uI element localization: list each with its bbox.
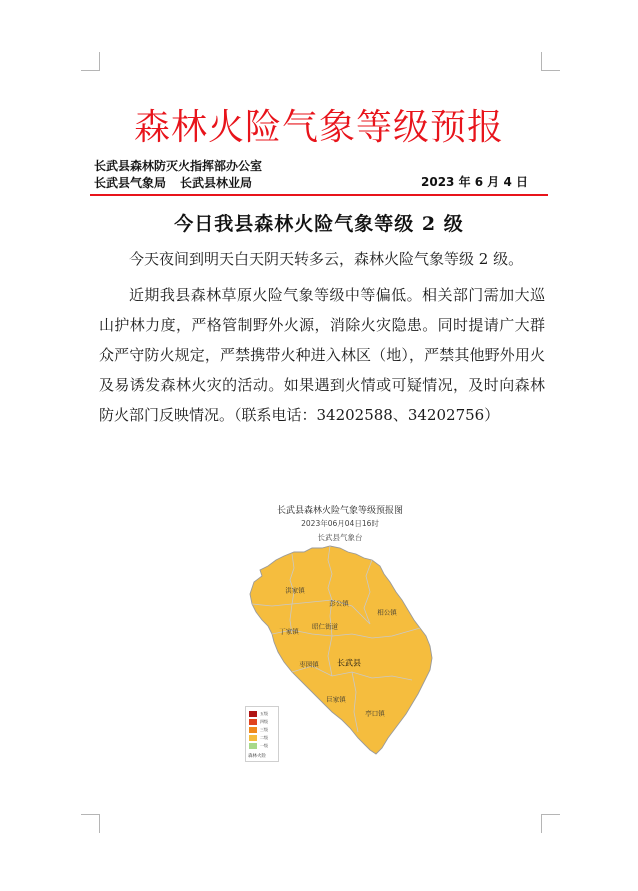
legend-label: 五级 [260,711,268,716]
legend-label: 一级 [260,743,268,748]
map-legend [245,706,279,762]
issuer-block [94,158,262,192]
headline: 今日我县森林火险气象等级 2 级 [174,213,464,235]
legend-swatch [249,743,257,749]
map-title: 长武县森林火险气象等级预报图 [276,506,403,516]
issuer-line-1 [94,158,262,175]
county-seat-label: 长武县 [337,658,361,668]
page-corner-mark-top-left [81,52,100,71]
legend-item [249,735,277,741]
legend-label: 三级 [260,727,268,732]
issuer-meteorological-bureau: 长武县气象局 [94,176,167,190]
legend-swatch [249,711,257,717]
map-issue-time: 2023年06月04日16时 [301,519,379,528]
legend-item [249,727,277,733]
legend-swatch [249,735,257,741]
legend-swatch [249,727,257,733]
town-label: 丁家镇 [279,627,299,636]
town-label: 枣园镇 [299,660,319,669]
page-title: 森林火险气象等级预报 [133,107,504,148]
issuer-line-2 [94,175,262,192]
legend-item [249,743,277,749]
header-divider [90,194,548,196]
legend-swatch [249,719,257,725]
issuer-office: 长武县森林防灭火指挥部办公室 [94,159,263,173]
issuer-forestry-bureau: 长武县林业局 [180,176,253,190]
town-label: 相公镇 [377,608,397,617]
page-corner-mark-top-right [541,52,560,71]
issue-date: 2023 年 6 月 4 日 [421,175,528,189]
legend-label: 二级 [260,735,268,740]
forecast-map [232,496,448,768]
town-label: 洪家镇 [285,586,305,595]
paragraph-forecast: 今天夜间到明天白天阴天转多云，森林火险气象等级 2 级。 [129,250,524,268]
page-corner-mark-bottom-left [81,814,100,833]
legend-item [249,711,277,717]
legend-label: 四级 [260,719,268,724]
body-text [99,244,545,430]
paragraph-advisory: 近期我县森林草原火险气象等级中等偏低。相关部门需加大巡山护林力度，严格管制野外火源，消除火灾隐患。同时提请广大群众严守防火规定，严禁携带火种进入林区（地），严禁其他野外用火及易诱发森林火灾的活动。如果遇到火情或可疑情况，及时向森林防火部门反映情况。（联系电话：34202588、34202756） [99,286,545,424]
town-label: 昭仁街道 [312,622,338,631]
town-label: 彭公镇 [329,599,349,608]
town-label: 巨家镇 [326,695,346,704]
legend-caption: 森林火险 [248,754,266,759]
legend-item [249,719,277,725]
page-corner-mark-bottom-right [541,814,560,833]
town-label: 亭口镇 [365,709,385,718]
map-source: 长武县气象台 [317,533,363,542]
